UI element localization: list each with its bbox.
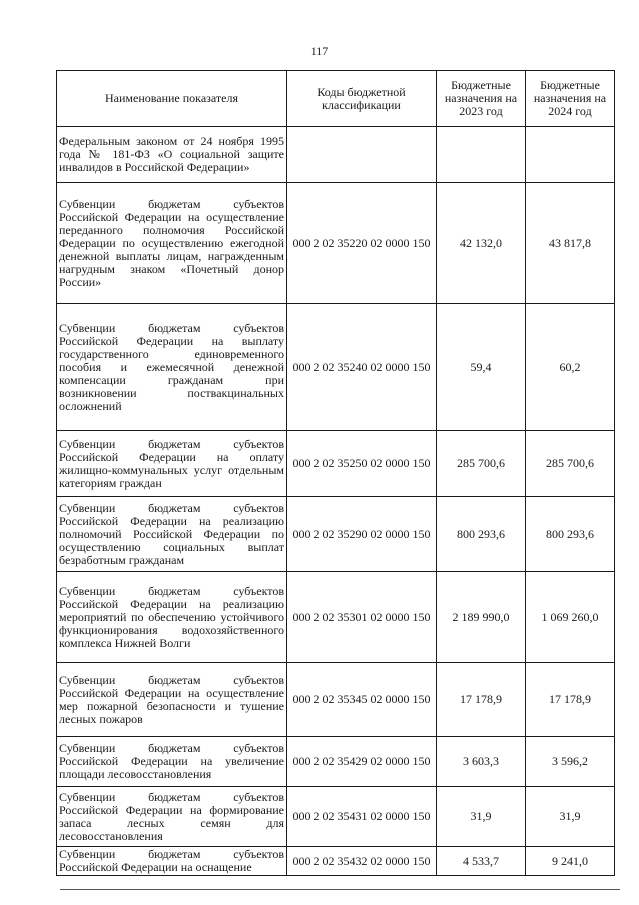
row-2024: 9 241,0 [526, 847, 615, 876]
row-name: Субвенции бюджетам субъектов Российской Федерации на оплату жилищно-коммунальных услуг отдельным категориям граждан [57, 431, 287, 497]
row-2024 [526, 127, 615, 183]
row-name: Субвенции бюджетам субъектов Российской Федерации на формирование запаса лесных семян для лесовосстановления [57, 787, 287, 847]
row-code [287, 127, 437, 183]
row-code: 000 2 02 35290 02 0000 150 [287, 497, 437, 572]
row-code: 000 2 02 35250 02 0000 150 [287, 431, 437, 497]
row-name: Субвенции бюджетам субъектов Российской Федерации на осуществление мер пожарной безопасности и тушение лесных пожаров [57, 663, 287, 737]
table-row [57, 663, 615, 737]
table-row [57, 572, 615, 663]
row-2023: 800 293,6 [437, 497, 526, 572]
row-name: Субвенции бюджетам субъектов Российской Федерации на реализацию мероприятий по обеспечению устойчивого функционирования водохозяйственного комплекса Нижней Волги [57, 572, 287, 663]
row-code: 000 2 02 35220 02 0000 150 [287, 183, 437, 304]
row-2023: 17 178,9 [437, 663, 526, 737]
row-code: 000 2 02 35301 02 0000 150 [287, 572, 437, 663]
row-2023: 59,4 [437, 304, 526, 431]
row-name: Субвенции бюджетам субъектов Российской Федерации на увеличение площади лесовосстановления [57, 737, 287, 787]
header-2023: Бюджетные назначения на 2023 год [437, 71, 526, 127]
table-row [57, 497, 615, 572]
row-2024: 17 178,9 [526, 663, 615, 737]
table-row [57, 787, 615, 847]
table-row [57, 847, 615, 876]
row-2024: 285 700,6 [526, 431, 615, 497]
row-2024: 31,9 [526, 787, 615, 847]
row-2024: 43 817,8 [526, 183, 615, 304]
row-2024: 1 069 260,0 [526, 572, 615, 663]
header-code: Коды бюджетной классификации [287, 71, 437, 127]
row-name: Субвенции бюджетам субъектов Российской Федерации на осуществление переданного полномочия Российской Федерации по осуществлению ежегодной денежной выплаты лицам, награжденным нагрудным знаком «Почетный донор России» [57, 183, 287, 304]
row-name: Субвенции бюджетам субъектов Российской Федерации на реализацию полномочий Российской Федерации по осуществлению социальных выплат безработным гражданам [57, 497, 287, 572]
table-row [57, 737, 615, 787]
row-name: Федеральным законом от 24 ноября 1995 года № 181-ФЗ «О социальной защите инвалидов в Российской Федерации» [57, 127, 287, 183]
row-2024: 3 596,2 [526, 737, 615, 787]
row-name: Субвенции бюджетам субъектов Российской Федерации на выплату государственного единовременного пособия и ежемесячной денежной компенсации гражданам при возникновении поствакцинальных осложнений [57, 304, 287, 431]
row-2024: 800 293,6 [526, 497, 615, 572]
header-2024: Бюджетные назначения на 2024 год [526, 71, 615, 127]
header-name: Наименование показателя [57, 71, 287, 127]
table-row [57, 304, 615, 431]
row-code: 000 2 02 35431 02 0000 150 [287, 787, 437, 847]
table-row [57, 127, 615, 183]
row-2023: 2 189 990,0 [437, 572, 526, 663]
row-code: 000 2 02 35240 02 0000 150 [287, 304, 437, 431]
row-code: 000 2 02 35345 02 0000 150 [287, 663, 437, 737]
row-code: 000 2 02 35429 02 0000 150 [287, 737, 437, 787]
page-number: 117 [310, 44, 329, 58]
row-2023: 285 700,6 [437, 431, 526, 497]
row-2023: 4 533,7 [437, 847, 526, 876]
row-code: 000 2 02 35432 02 0000 150 [287, 847, 437, 876]
row-2023: 3 603,3 [437, 737, 526, 787]
table-row [57, 431, 615, 497]
row-2023: 31,9 [437, 787, 526, 847]
budget-table [56, 70, 615, 876]
row-2024: 60,2 [526, 304, 615, 431]
page-bottom-divider [60, 889, 620, 890]
row-name: Субвенции бюджетам субъектов Российской Федерации на оснащение [57, 847, 287, 876]
table-header-row [57, 71, 615, 127]
table-row [57, 183, 615, 304]
row-2023 [437, 127, 526, 183]
row-2023: 42 132,0 [437, 183, 526, 304]
